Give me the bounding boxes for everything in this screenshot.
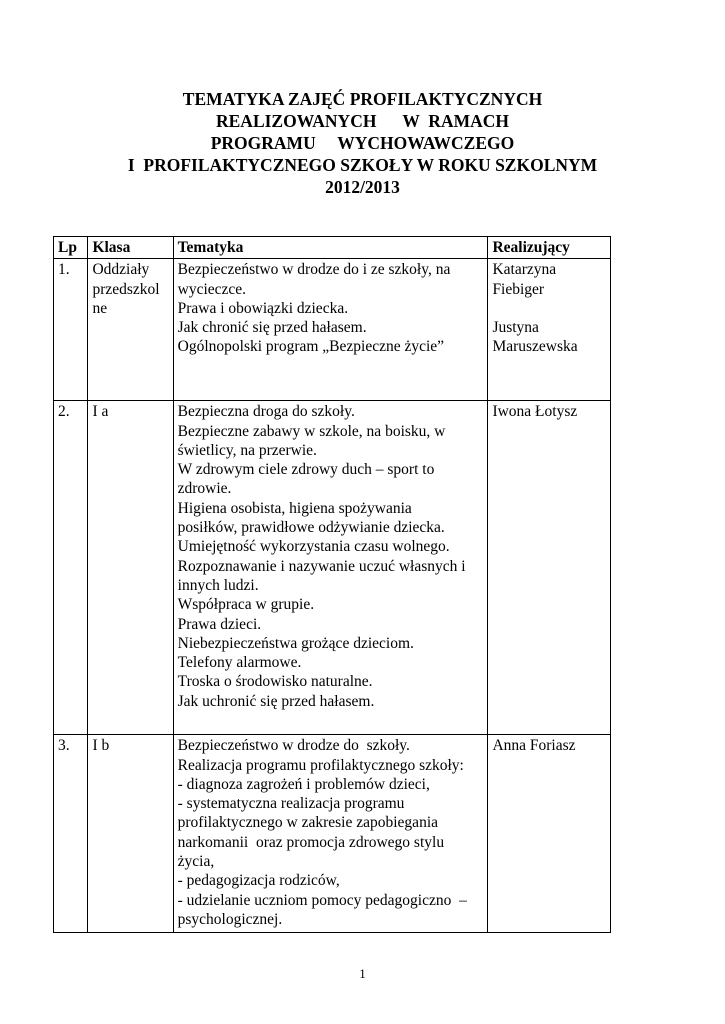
cell-tematyka — [173, 735, 488, 933]
cell-line: przedszkol — [92, 280, 160, 298]
table-row — [54, 401, 611, 735]
cell-line: ne — [92, 299, 108, 317]
cell-line: Iwona Łotysz — [492, 403, 578, 421]
title-line: REALIZOWANYCH W RAMACH — [216, 111, 509, 131]
cell-line: Współpraca w grupie. — [177, 596, 315, 614]
cell-lp: 1. — [54, 259, 88, 401]
cell-line: Bezpieczne zabawy w szkole, na boisku, w — [177, 422, 446, 440]
cell-line: - udzielanie uczniom pomocy pedagogiczno – — [177, 891, 467, 909]
document-title — [60, 88, 665, 198]
cell-line: Katarzyna — [492, 261, 557, 279]
cell-line: Bezpieczna droga do szkoły. — [177, 403, 355, 421]
page-number: 1 — [359, 966, 366, 981]
header-klasa: Klasa — [88, 237, 173, 259]
cell-klasa — [88, 401, 173, 735]
cell-line: Prawa i obowiązki dziecka. — [177, 299, 349, 317]
cell-line: profilaktycznego w zakresie zapobiegania — [177, 814, 438, 832]
cell-tematyka — [173, 259, 488, 401]
cell-line: I a — [92, 403, 109, 421]
cell-line: Telefony alarmowe. — [177, 654, 302, 672]
cell-line: życia, — [177, 853, 215, 871]
cell-line: Jak uchronić się przed hałasem. — [177, 692, 375, 710]
cell-tematyka — [173, 401, 488, 735]
cell-klasa — [88, 735, 173, 933]
cell-line: Jak chronić się przed hałasem. — [177, 319, 367, 337]
cell-line: - pedagogizacja rodziców, — [177, 872, 340, 890]
cell-line: - systematyczna realizacja programu — [177, 795, 405, 813]
header-lp: Lp — [54, 237, 88, 259]
cell-line: innych ludzi. — [177, 576, 259, 594]
cell-line: Bezpieczeństwo w drodze do i ze szkoły, na — [177, 261, 451, 279]
title-line: I PROFILAKTYCZNEGO SZKOŁY W ROKU SZKOLNYM — [127, 155, 598, 175]
cell-line: zdrowie. — [177, 480, 232, 498]
cell-realizujacy — [488, 735, 611, 933]
cell-line: Prawa dzieci. — [177, 615, 262, 633]
cell-line: wycieczce. — [177, 280, 247, 298]
cell-line: I b — [92, 737, 110, 755]
cell-line: Niebezpieczeństwa grożące dzieciom. — [177, 634, 414, 652]
title-line: PROGRAMU WYCHOWAWCZEGO — [210, 133, 515, 153]
cell-line: psychologicznej. — [177, 910, 283, 928]
cell-line: Higiena osobista, higiena spożywania — [177, 499, 412, 517]
cell-line — [492, 299, 606, 318]
table-row — [54, 259, 611, 401]
table-body — [54, 259, 611, 933]
cell-line: Justyna — [492, 319, 539, 337]
cell-line: - diagnoza zagrożeń i problemów dzieci, — [177, 775, 430, 793]
cell-line: Ogólnopolski program „Bezpieczne życie” — [177, 338, 445, 356]
title-line: 2012/2013 — [325, 177, 400, 197]
cell-line: Maruszewska — [492, 338, 578, 356]
cell-line: posiłków, prawidłowe odżywianie dziecka. — [177, 519, 445, 537]
title-line: TEMATYKA ZAJĘĆ PROFILAKTYCZNYCH — [182, 89, 543, 109]
cell-line: świetlicy, na przerwie. — [177, 441, 317, 459]
topics-table — [53, 236, 611, 933]
header-tematyka: Tematyka — [173, 237, 488, 259]
header-realizujacy: Realizujący — [488, 237, 611, 259]
cell-realizujacy — [488, 401, 611, 735]
cell-line: Umiejętność wykorzystania czasu wolnego. — [177, 538, 450, 556]
cell-line: Oddziały — [92, 261, 150, 279]
cell-line: Bezpieczeństwo w drodze do szkoły. — [177, 737, 410, 755]
table-row — [54, 735, 611, 933]
cell-line: W zdrowym ciele zdrowy duch – sport to — [177, 461, 435, 479]
table-header-row — [54, 237, 611, 259]
cell-klasa — [88, 259, 173, 401]
cell-line: Anna Foriasz — [492, 737, 576, 755]
cell-lp: 3. — [54, 735, 88, 933]
cell-lp: 2. — [54, 401, 88, 735]
cell-line: narkomanii oraz promocja zdrowego stylu — [177, 833, 445, 851]
cell-line: Rozpoznawanie i nazywanie uczuć własnych i — [177, 557, 466, 575]
cell-line: Troska o środowisko naturalne. — [177, 673, 373, 691]
cell-line: Fiebiger — [492, 280, 545, 298]
cell-realizujacy — [488, 259, 611, 401]
cell-line: Realizacja programu profilaktycznego szkoły: — [177, 756, 464, 774]
